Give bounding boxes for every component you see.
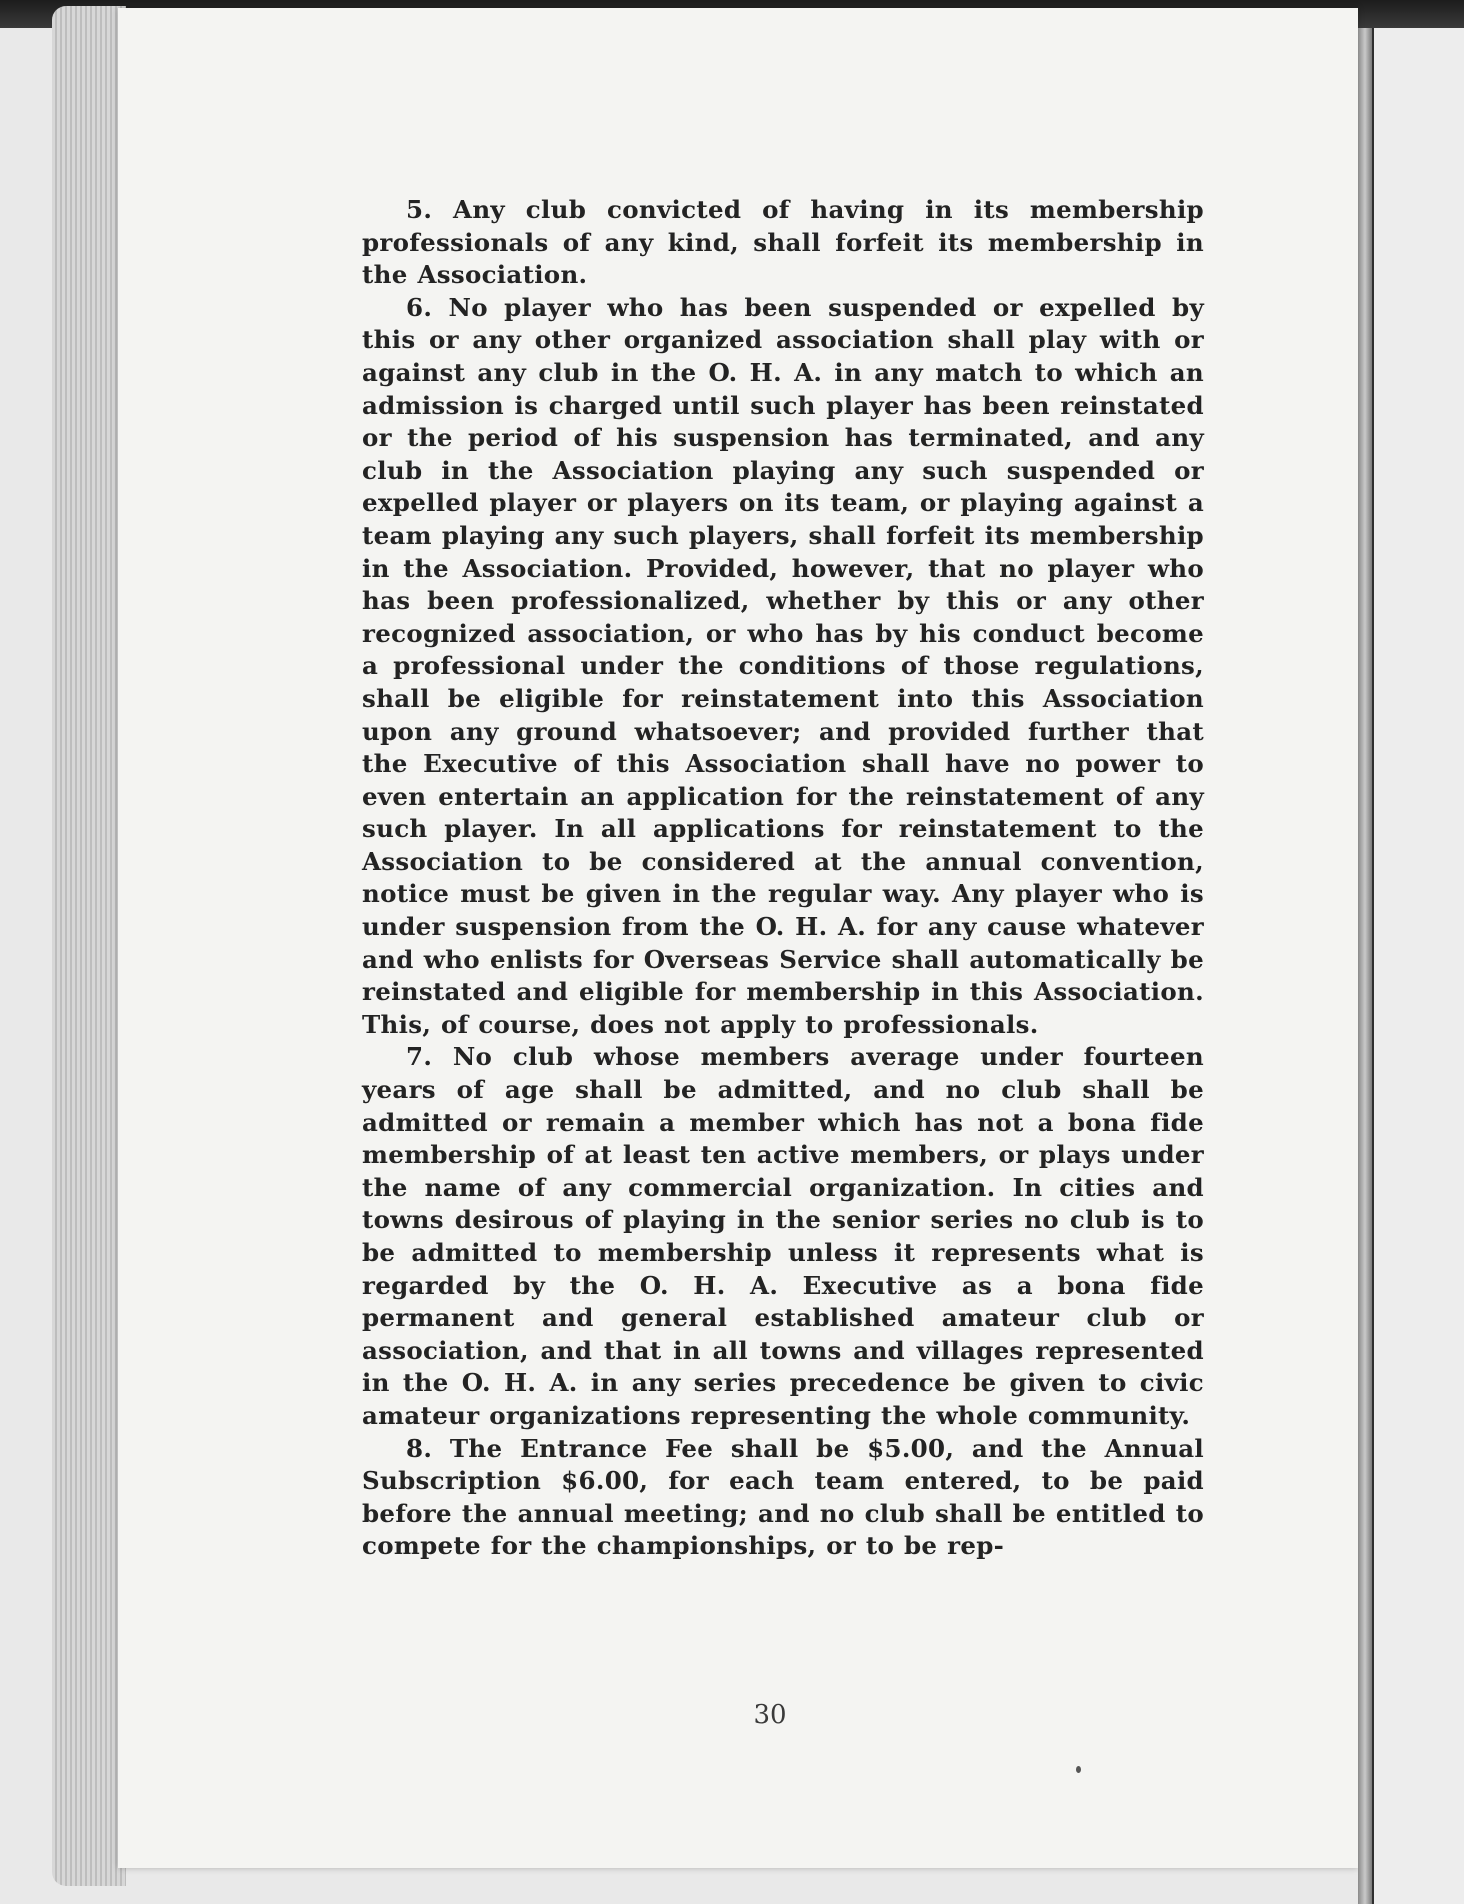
rule-text: The Entrance Fee shall be $5.00, and the Annual Subscription $6.00, for each team entered, to be paid before the annual meeting; and no club shall be entitled to compete for the championships, or to be rep-: [362, 1433, 1204, 1561]
rule-number: 5.: [406, 195, 433, 224]
book-gutter: [1358, 28, 1372, 1904]
rule-text: No club whose members average under fourteen years of age shall be admitted, and no club shall be admitted or remain a member which has not a bona fide membership of at least ten active members, or plays under the name of any commercial organization. In cities and towns desirous of playing in the senior series no club is to be admitted to membership unless it represents what is regarded by the O. H. A. Executive as a bona fide permanent and general established amateur club or association, and that in all towns and villages represented in the O. H. A. in any series precedence be given to civic amateur organizations representing the whole community.: [362, 1042, 1204, 1430]
paper-speck: [1076, 1766, 1081, 1773]
facing-page-edge: [1372, 28, 1464, 1904]
rule-text: No player who has been suspended or expelled by this or any other organized association shall play with or against any club in the O. H. A. in any match to which an admission is charged until such player has been reinstated or the period of his suspension has terminated, and any club in the Association playing any such suspended or expelled player or players on its team, or playing against a team playing any such players, shall forfeit its membership in the Association. Provided, however, that no player who has been professionalized, whether by this or any other recognized association, or who has by his conduct become a professional under the conditions of those regulations, shall be eligible for reinstatement into this Association upon any ground whatsoever; and provided further that the Executive of this Association shall have no power to even entertain an application for the reinstatement of any such player. In all applications for reinstatement to the Association to be considered at the annual convention, notice must be given in the regular way. Any player who is under suspension from the O. H. A. for any cause whatever and who enlists for Overseas Service shall automatically be reinstated and eligible for membership in this Association. This, of course, does not apply to professionals.: [362, 292, 1204, 1039]
page-number: 30: [753, 1700, 787, 1730]
rule-number: 7.: [406, 1042, 433, 1072]
rule-paragraph-5: [362, 194, 1204, 292]
rule-paragraph-8: [362, 1433, 1204, 1563]
book-page-edges: [52, 6, 126, 1886]
rule-paragraph-7: [362, 1041, 1204, 1432]
rule-text: Any club convicted of having in its membership professionals of any kind, shall forfeit its membership in the Association.: [362, 195, 1204, 290]
rule-paragraph-6: [362, 292, 1204, 1042]
page-text: [362, 194, 1204, 1563]
rule-number: 8.: [406, 1433, 433, 1463]
rule-number: 6.: [406, 292, 433, 322]
